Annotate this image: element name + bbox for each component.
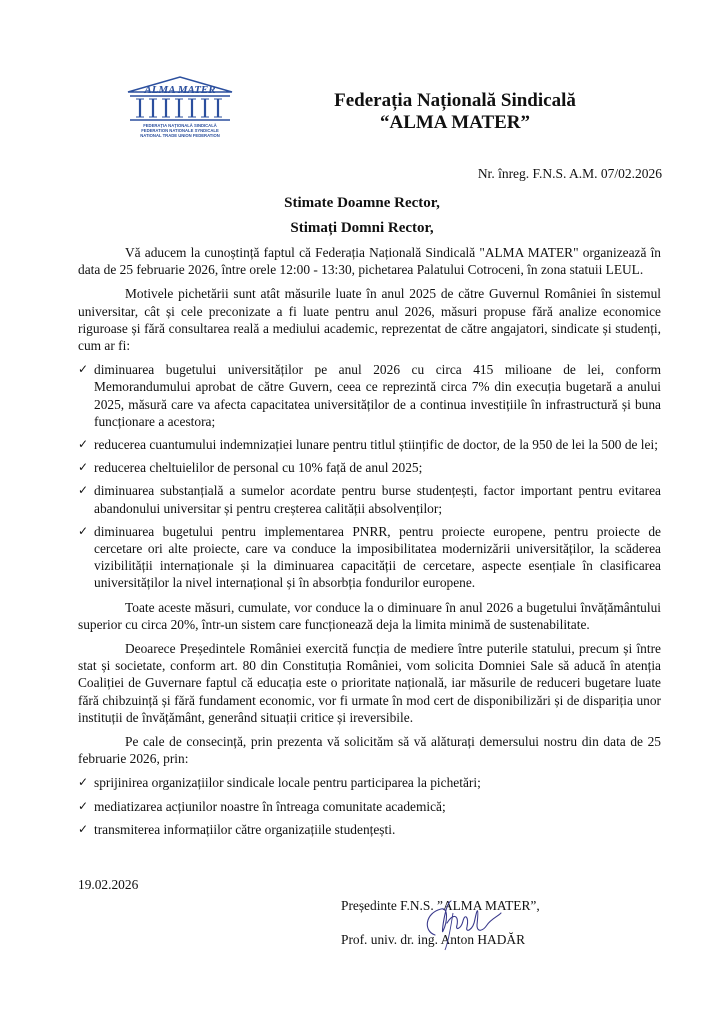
organization-title (290, 90, 620, 134)
list-item (78, 361, 661, 430)
letter-date: 19.02.2026 (78, 877, 139, 892)
checkmark-icon: ✓ (78, 821, 89, 836)
checkmark-icon: ✓ (78, 775, 89, 790)
signatory-name: Prof. univ. dr. ing. Anton HADĂR (341, 932, 526, 947)
requests-list (78, 774, 661, 838)
list-item-text: diminuarea substanțială a sumelor acordate pentru burse studențești, factor important pentru evitarea abandonului universitar și pentru creșterea calității absolvenților; (94, 483, 661, 516)
checkmark-icon: ✓ (78, 523, 89, 538)
checkmark-icon: ✓ (78, 437, 89, 452)
list-item (78, 523, 661, 592)
list-item-text: sprijinirea organizațiilor sindicale locale pentru participarea la pichetări; (94, 775, 481, 791)
alma-mater-logo (120, 72, 240, 144)
org-title-line-1: Federația Națională Sindicală (334, 90, 576, 111)
salutation-line-2: Stimați Domni Rector, (290, 220, 434, 236)
letter-body (78, 244, 661, 845)
list-item-text: transmiterea informațiilor către organizațiile studențești. (94, 821, 396, 837)
paragraph-president-mediation: Deoarece Președintele României exercită funcția de mediere între puterile statului, precum și între stat și societate, conform art. 80 din Constituția României, vom solicita Domniei Sale să aducă în atenția Coaliției de Guvernare faptul că educația este o prioritate națională, iar măsurile de reduceri bugetare luate fără chibzuință și fără fundament economic, vor fi urmate în mod cert de disponibilizări și de dispariția unor instituții de învățământ, generând situații critice și ireversibile. (78, 641, 661, 725)
paragraph-reasons-intro: Motivele pichetării sunt atât măsurile luate în anul 2025 de către Guvernul României în sistemul universitar, cât și cele preconizate a fi luate pentru anul 2026, măsuri propuse fără analize economice riguroase și fără consultarea reală a mediului academic, reprezentat de către angajatori, sindicate și studenți, cum ar fi: (78, 286, 661, 354)
list-item (78, 482, 661, 516)
list-item (78, 798, 661, 815)
list-item (78, 459, 661, 476)
salutation-line-1: Stimate Doamne Rector, (284, 195, 440, 211)
checkmark-icon: ✓ (78, 460, 89, 475)
building-columns-icon (120, 72, 240, 144)
checkmark-icon: ✓ (78, 362, 89, 377)
list-item-text: reducerea cheltuielilor de personal cu 10% față de anul 2025; (94, 460, 423, 476)
registration-number: Nr. înreg. F.N.S. A.M. 07/02.2026 (477, 166, 662, 181)
list-item-text: diminuarea bugetului universităților pe anul 2026 cu circa 415 milioane de lei, conform Memorandumului aprobat de către Guvern, ceea ce reprezintă circa 7% din execuția bugetară a anului 2025, măsură care va afecta capacitatea universităților de a continua investițiile în infrastructură și buna funcționare a acestora; (94, 362, 661, 429)
logo-subtitle-1: FEDERAȚIA NAȚIONALĂ SINDICALĂ (143, 123, 217, 128)
paragraph-request-intro: Pe cale de consecință, prin prezenta vă solicităm să vă alăturați demersului nostru din data de 25 februarie 2026, prin: (78, 734, 661, 767)
signatory-role: Președinte F.N.S. ”ALMA MATER”, (341, 898, 540, 913)
checkmark-icon: ✓ (78, 798, 89, 813)
handwritten-signature-icon (405, 895, 525, 955)
list-item-text: diminuarea bugetului pentru implementarea PNRR, pentru proiecte europene, pentru proiecte de cercetare ori alte proiecte, care va conduce la imposibilitatea modernizării universităților, la scăderea vizibilității internaționale și la diminuarea capacității de cercetare, aspecte esențiale în clasificarea universităților la nivel internațional și în absorbția fondurilor europene. (94, 523, 661, 591)
paragraph-announcement: Vă aducem la cunoștință faptul că Federația Națională Sindicală "ALMA MATER" organizează în data de 25 februarie 2026, între orele 12:00 - 13:30, pichetarea Palatului Cotroceni, în zona statuii LEUL. (78, 245, 661, 278)
list-item (78, 821, 661, 838)
org-title-line-2: “ALMA MATER” (379, 112, 531, 133)
list-item-text: mediatizarea acțiunilor noastre în întreaga comunitate academică; (94, 798, 446, 814)
logo-subtitle-2: FEDERATION NATIONALE SYNDICALE (141, 128, 219, 133)
logo-subtitle-3: NATIONAL TRADE UNION FEDERATION (140, 133, 220, 138)
list-item (78, 436, 661, 453)
paragraph-budget-impact: Toate aceste măsuri, cumulate, vor conduce la o diminuare în anul 2026 a bugetului învățământului superior cu circa 20%, într-un sistem care funcționează deja la limita minimă de sustenabilitate. (78, 599, 661, 632)
checkmark-icon: ✓ (78, 483, 89, 498)
reasons-list (78, 361, 661, 591)
list-item-text: reducerea cuantumului indemnizației lunare pentru titlul științific de doctor, de la 950 de lei la 500 de lei; (94, 437, 658, 453)
logo-name: ALMA MATER (144, 84, 216, 96)
list-item (78, 774, 661, 791)
